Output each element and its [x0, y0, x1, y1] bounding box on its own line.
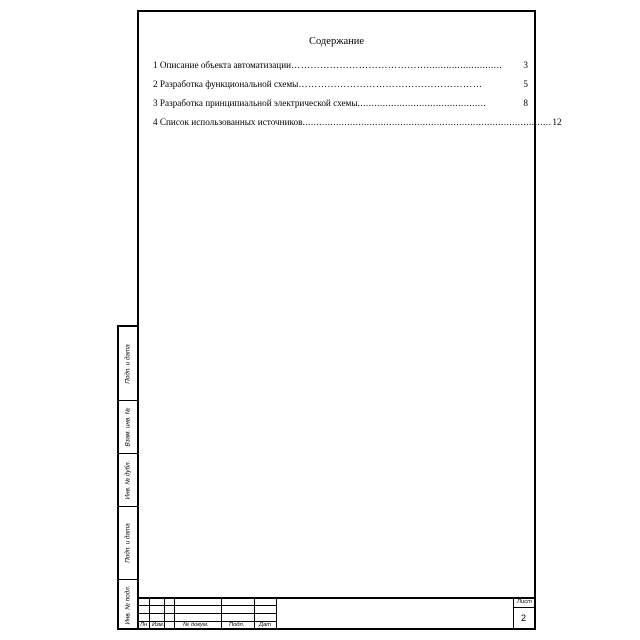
drawing-frame	[137, 10, 562, 630]
title-block-row-line	[513, 607, 536, 608]
toc-entry-leader: .........................................................................................	[302, 117, 552, 127]
toc-entry-page: 12	[552, 117, 562, 127]
toc-entry[interactable]	[153, 94, 528, 113]
title-block-row-line	[137, 613, 276, 614]
sheet-number: 2	[521, 613, 527, 623]
side-stamp-column	[117, 325, 137, 630]
stamp-col-doc-number: № докум.	[183, 622, 209, 628]
side-cell	[119, 400, 137, 453]
toc-entry-title: 4 Список использованных источников	[153, 117, 303, 127]
toc-entry-title: 3 Разработка принципиальной электрической схемы	[153, 98, 358, 108]
side-label-sign-date-1: Подп. и дата	[124, 343, 132, 384]
toc-entry-leader: ……………………………………...........................	[291, 60, 503, 70]
toc-entry[interactable]	[153, 113, 562, 132]
title-block-divider	[276, 597, 277, 630]
title-block-row-line	[137, 605, 276, 606]
toc-entry-leader: ..............................................	[357, 98, 487, 108]
side-cell	[119, 579, 137, 630]
side-cell	[119, 327, 137, 400]
toc-entry-title: 1 Описание объекта автоматизации	[153, 60, 292, 70]
toc-entry[interactable]	[153, 75, 528, 94]
sheet-label: Лист	[517, 599, 532, 605]
table-of-contents	[153, 56, 562, 132]
side-cell	[119, 506, 137, 579]
toc-entry-page: 8	[523, 98, 528, 108]
toc-entry-page: 3	[523, 60, 528, 70]
title-block	[137, 597, 536, 630]
stamp-col-date: Дат	[259, 622, 272, 628]
toc-entry[interactable]	[153, 56, 528, 75]
side-label-replace-inv: Взам. инв. №	[124, 407, 132, 447]
side-label-dup-inv: Инв. № дубл.	[124, 460, 132, 500]
toc-entry-leader: …………………………………………………	[298, 79, 483, 89]
title-block-divider	[513, 597, 514, 630]
side-label-sign-date-2: Подп. и дата	[124, 523, 132, 563]
page-title: Содержание	[308, 36, 365, 47]
title-block-top-line	[137, 597, 536, 599]
side-label-original-inv: Инв. № подл.	[124, 585, 132, 625]
stamp-col-signature: Подп.	[229, 622, 245, 628]
side-cell	[119, 453, 137, 506]
toc-entry-title: 2 Разработка функциональной схемы	[153, 79, 299, 89]
toc-entry-page: 5	[523, 79, 528, 89]
stamp-col-line: Лн	[140, 622, 148, 628]
stamp-col-change: Изм.	[152, 622, 165, 628]
